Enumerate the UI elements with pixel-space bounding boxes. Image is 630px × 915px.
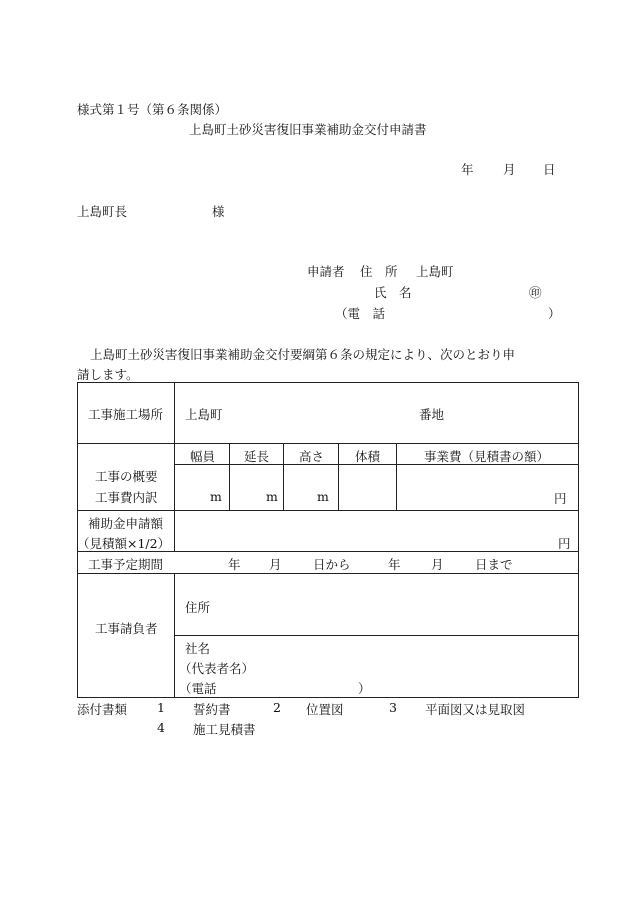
- contractor-phone-close: ）: [358, 681, 371, 696]
- period-start-month: 月: [269, 557, 282, 572]
- attachment-num: 3: [389, 700, 397, 715]
- period-end-month: 月: [431, 557, 444, 572]
- body-text-line1: 上島町土砂災害復旧事業補助金交付要綱第６条の規定により、次のとおり申: [90, 347, 516, 362]
- applicant-address-value: 上島町: [416, 264, 454, 279]
- addressee-suffix: 様: [212, 204, 225, 219]
- location-label: 工事施工場所: [88, 407, 164, 422]
- period-start-year: 年: [228, 557, 241, 572]
- header-length: 延長: [244, 449, 270, 464]
- contractor-label: 工事請負者: [95, 621, 158, 636]
- subsidy-label: 補助金申請額: [88, 516, 164, 531]
- subsidy-sub-label: （見積額×1/2）: [77, 536, 171, 551]
- attachments-label: 添付書類: [77, 702, 128, 717]
- period-end-day: 日まで: [475, 557, 513, 572]
- header-volume: 体積: [355, 449, 381, 464]
- overview-label: 工事の概要: [95, 469, 158, 484]
- attachment-num: 4: [157, 720, 165, 735]
- attachment-num: 1: [157, 700, 165, 715]
- date-year: 年: [461, 162, 474, 177]
- seal-mark: ㊞: [529, 285, 542, 300]
- period-start-day: 日から: [313, 557, 351, 572]
- attachment-name: 位置図: [306, 702, 344, 717]
- period-label: 工事予定期間: [88, 557, 164, 572]
- location-town: 上島町: [185, 407, 223, 422]
- applicant-phone-open: （電 話: [335, 306, 386, 321]
- form-number: 様式第１号（第６条関係）: [77, 102, 228, 117]
- contractor-representative: （代表者名）: [179, 661, 255, 676]
- applicant-address-label: 住 所: [360, 264, 398, 279]
- unit-height: m: [317, 489, 329, 504]
- header-height: 高さ: [299, 449, 325, 464]
- header-cost: 事業費（見積書の額）: [424, 449, 550, 464]
- unit-cost: 円: [554, 491, 567, 506]
- contractor-address: 住所: [185, 600, 211, 615]
- contractor-phone-open: （電話: [179, 681, 217, 696]
- attachment-name: 平面図又は見取図: [425, 702, 526, 717]
- header-width: 幅員: [190, 449, 216, 464]
- subsidy-unit: 円: [558, 536, 571, 551]
- contractor-company: 社名: [185, 641, 211, 656]
- cost-breakdown-label: 工事費内訳: [95, 490, 158, 505]
- page-title: 上島町土砂災害復旧事業補助金交付申請書: [189, 122, 427, 137]
- addressee-name: 上島町長: [77, 204, 128, 219]
- unit-width: m: [210, 489, 222, 504]
- attachment-num: 2: [273, 700, 281, 715]
- date-day: 日: [543, 162, 556, 177]
- applicant-phone-close: ）: [548, 306, 561, 321]
- attachment-name: 施工見積書: [193, 722, 256, 737]
- attachment-name: 誓約書: [193, 702, 231, 717]
- body-text-line2: 請します。: [77, 367, 139, 382]
- location-banchi: 番地: [419, 407, 445, 422]
- applicant-label: 申請者: [307, 264, 345, 279]
- unit-length: m: [266, 489, 278, 504]
- applicant-name-label: 氏 名: [374, 285, 412, 300]
- period-end-year: 年: [388, 557, 401, 572]
- date-month: 月: [503, 162, 516, 177]
